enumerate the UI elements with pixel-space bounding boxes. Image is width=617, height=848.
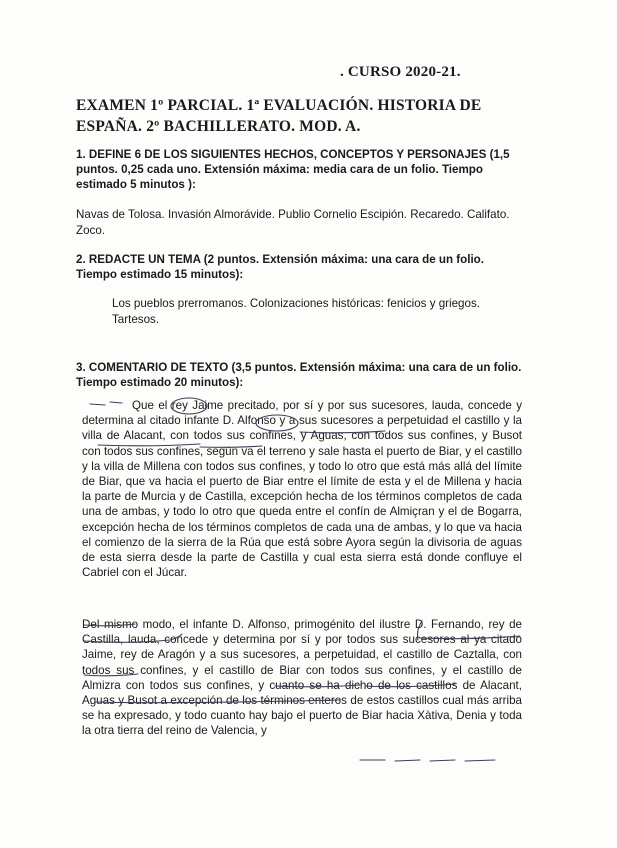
- question-3-heading: 3. COMENTARIO DE TEXTO (3,5 puntos. Extensión máxima: una cara de un folio. Tiempo estimado 20 minutos):: [76, 361, 522, 389]
- text-paragraph-2: Del mismo modo, el infante D. Alfonso, primogénito del ilustre D. Fernando, rey de Castilla, lauda, concede y determina por sí y por todos sus sucesores al ya citado Jaime, rey de Aragón y a sus sucesores, a perpetuidad, el castillo de Caztalla, con todos sus confines, y el castillo de Biar con todos sus confines, y el castillo de Almizra con todos sus confines, y cuanto se ha dicho de los castillos de Alacant, Aguas y Busot a excepción de los términos enteros de estos castillos cual más arriba se ha expresado, y todo cuanto hay bajo el puerto de Biar hacia Xàtiva, Denia y toda la otra tierra del reino de Valencia, y: [82, 618, 522, 738]
- question-2-body: Los pueblos prerromanos. Colonizaciones históricas: fenicios y griegos. Tartesos.: [112, 297, 480, 326]
- dash-mark-bottom: [360, 760, 495, 761]
- text-paragraph-1-content: Que el rey Jaime precitado, por sí y por sus sucesores, lauda, concede y determina al citado infante D. Alfonso y a sus sucesores a perpetuidad el castillo y la villa de Alacant, con todos sus confines, y Aguas, con todos sus confines, y Busot con todos sus confines, según va el terreno y sale hasta el puerto de Biar, y el castillo y la villa de Millena con todos sus confines, y todo lo otro que está más allá del límite de Biar, que va hacia el puerto de Biar entre el límite de esta y el de Millena y hacia la parte de Murcia y de Castilla, excepción hecha de los términos completos de cada una de ambas, y todo lo otro que queda entre el confín de Almiçran y el de Bogarra, excepción hecha de los términos completos de cada una de ambas, y lo que va hacia el comienzo de la sierra de la Rúa que está sobre Ayora según la divisoria de aguas de esta sierra desde la parte de Castilla y cual esta sierra está donde confluye el Cabriel con el Júcar.: [82, 399, 522, 580]
- exam-title: EXAMEN 1º PARCIAL. 1ª EVALUACIÓN. HISTORIA DE ESPAÑA. 2º BACHILLERATO. MOD. A.: [76, 97, 482, 135]
- question-1-body: Navas de Tolosa. Invasión Almorávide. Publio Cornelio Escipión. Recaredo. Califato. Zoco.: [76, 208, 510, 237]
- course-year: . CURSO 2020-21.: [340, 64, 461, 80]
- text-paragraph-1: [82, 398, 522, 580]
- question-1-heading: 1. DEFINE 6 DE LOS SIGUIENTES HECHOS, CONCEPTOS Y PERSONAJES (1,5 puntos. 0,25 cada uno. Extensión máxima: media cara de un folio. Tiempo estimado 5 minutos ):: [76, 148, 510, 191]
- question-2-heading: 2. REDACTE UN TEMA (2 puntos. Extensión máxima: una cara de un folio. Tiempo estimado 15 minutos):: [76, 253, 484, 281]
